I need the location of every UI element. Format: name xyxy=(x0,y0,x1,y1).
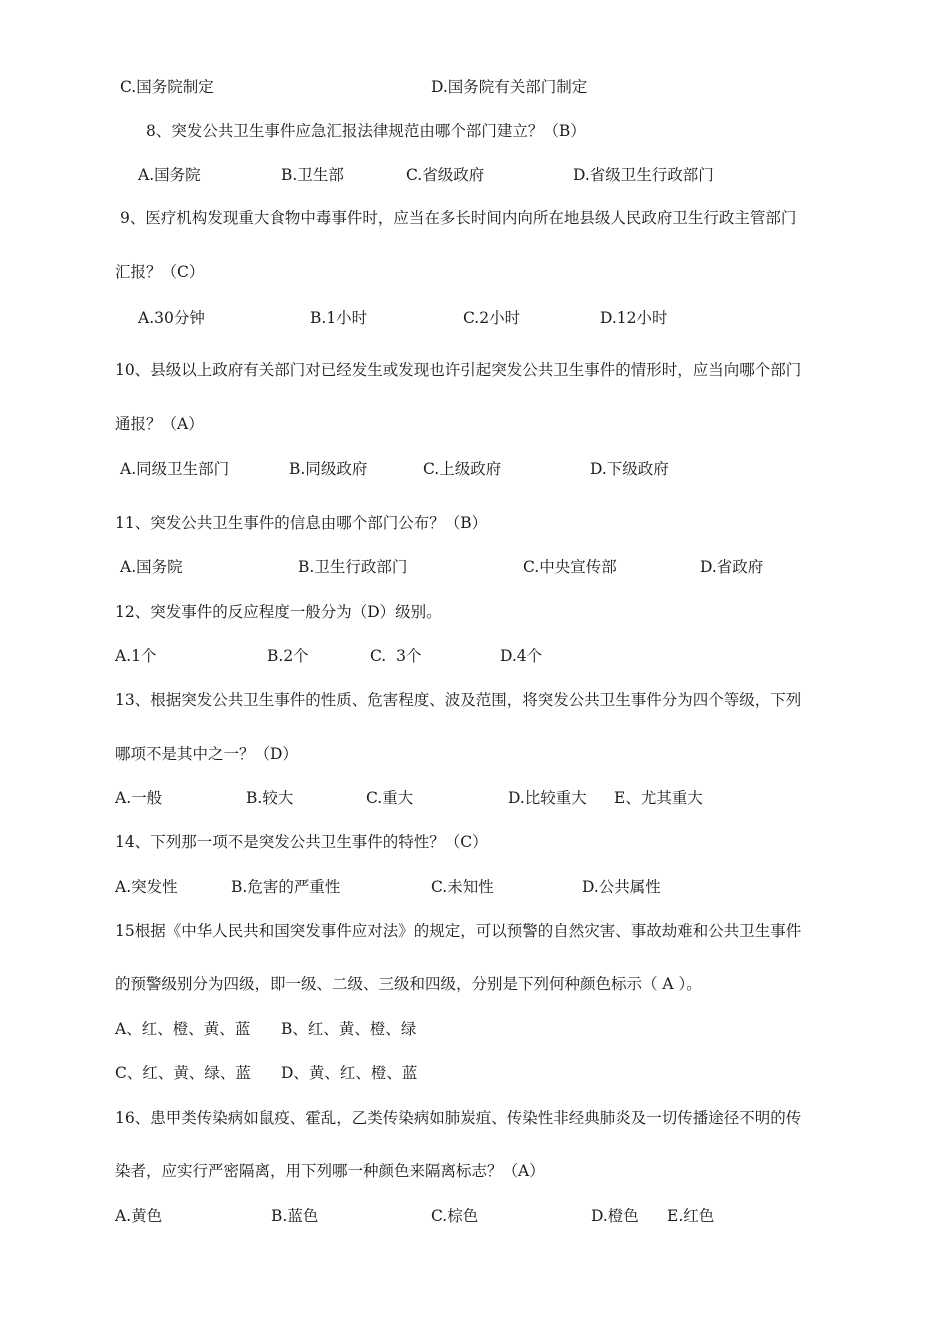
option: D、黄、红、橙、蓝 xyxy=(281,1064,418,1082)
option: A.一般 xyxy=(115,789,163,807)
option: A.黄色 xyxy=(115,1207,163,1225)
question-13-line-1: 13、根据突发公共卫生事件的性质、危害程度、波及范围，将突发公共卫生事件分为四个等级，下列 xyxy=(115,691,802,709)
option: B.2个 xyxy=(267,647,309,665)
option: A.30分钟 xyxy=(138,309,205,327)
question-15-line-1: 15根据《中华人民共和国突发事件应对法》的规定，可以预警的自然灾害、事故劫难和公共卫生事件 xyxy=(115,922,802,940)
question-13-line-2: 哪项不是其中之一？（D） xyxy=(115,745,298,763)
option: C.重大 xyxy=(366,789,414,807)
option: E、尤其重大 xyxy=(614,789,703,807)
option: E.红色 xyxy=(667,1207,715,1225)
option: C.国务院制定 xyxy=(120,78,214,96)
option: C.未知性 xyxy=(431,878,494,896)
option: D.省级卫生行政部门 xyxy=(573,166,714,184)
option: D.省政府 xyxy=(700,558,764,576)
option: D.比较重大 xyxy=(508,789,587,807)
option: B.危害的严重性 xyxy=(231,878,341,896)
option: B、红、黄、橙、绿 xyxy=(281,1020,417,1038)
option: D.12小时 xyxy=(600,309,668,327)
option: C.2小时 xyxy=(463,309,521,327)
option: B.蓝色 xyxy=(271,1207,319,1225)
question-10-line-1: 10、县级以上政府有关部门对已经发生或发现也许引起突发公共卫生事件的情形时，应当向哪个部门 xyxy=(115,361,802,379)
option: C.中央宣传部 xyxy=(523,558,617,576)
option: A.国务院 xyxy=(120,558,183,576)
question-10-line-2: 通报？（A） xyxy=(115,415,204,433)
question-16-line-1: 16、患甲类传染病如鼠疫、霍乱，乙类传染病如肺炭疽、传染性非经典肺炎及一切传播途径不明的传 xyxy=(115,1109,802,1127)
option: D.国务院有关部门制定 xyxy=(431,78,588,96)
question-12: 12、突发事件的反应程度一般分为（D）级别。 xyxy=(115,603,442,621)
question-15-line-2: 的预警级别分为四级，即一级、二级、三级和四级，分别是下列何种颜色标示（ A ）。 xyxy=(115,975,702,993)
option: C. 3个 xyxy=(370,647,422,665)
option: A、红、橙、黄、蓝 xyxy=(115,1020,251,1038)
question-8: 8、突发公共卫生事件应急汇报法律规范由哪个部门建立？（B） xyxy=(146,122,586,140)
option: D.公共属性 xyxy=(582,878,661,896)
option: D.橙色 xyxy=(591,1207,639,1225)
question-9-line-2: 汇报？（C） xyxy=(115,263,205,281)
option: D.4个 xyxy=(500,647,543,665)
option: C.省级政府 xyxy=(406,166,485,184)
option: B.卫生行政部门 xyxy=(298,558,408,576)
option: D.下级政府 xyxy=(590,460,669,478)
option: B.1小时 xyxy=(310,309,368,327)
question-14: 14、下列那一项不是突发公共卫生事件的特性？（C） xyxy=(115,833,488,851)
question-11: 11、突发公共卫生事件的信息由哪个部门公布？（B） xyxy=(115,514,488,532)
option: A.同级卫生部门 xyxy=(120,460,230,478)
option: B.卫生部 xyxy=(281,166,344,184)
option: C.棕色 xyxy=(431,1207,479,1225)
question-16-line-2: 染者，应实行严密隔离，用下列哪一种颜色来隔离标志？（A） xyxy=(115,1162,545,1180)
option: B.同级政府 xyxy=(289,460,368,478)
option: A.国务院 xyxy=(138,166,201,184)
question-9-line-1: 9、医疗机构发现重大食物中毒事件时，应当在多长时间内向所在地县级人民政府卫生行政主管部门 xyxy=(120,209,797,227)
option: C、红、黄、绿、蓝 xyxy=(115,1064,251,1082)
option: C.上级政府 xyxy=(423,460,502,478)
option: A.1个 xyxy=(115,647,157,665)
option: A.突发性 xyxy=(115,878,178,896)
option: B.较大 xyxy=(246,789,294,807)
